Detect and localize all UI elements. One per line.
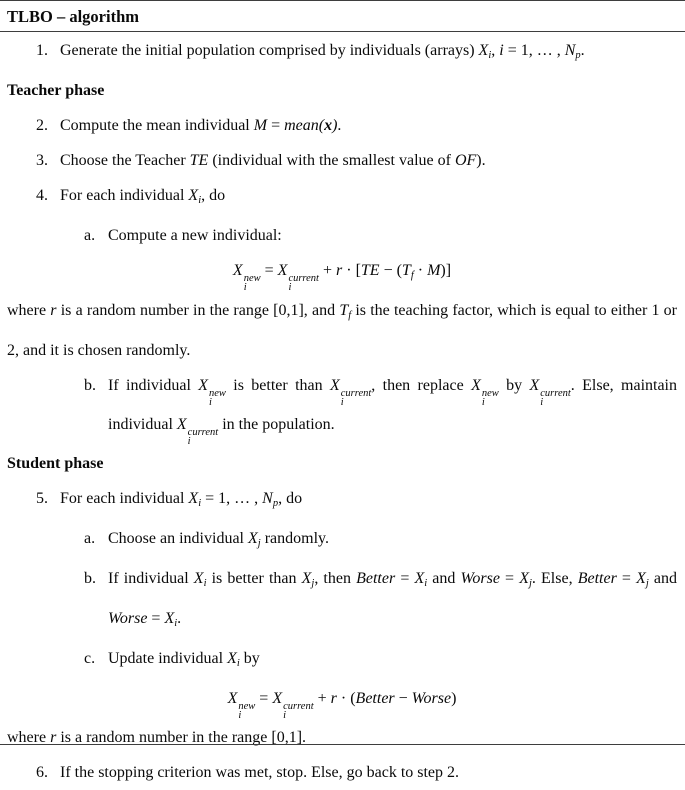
text-segment: . Else, — [531, 570, 578, 587]
text-segment: · — [413, 262, 428, 279]
step-4a-marker: a. — [84, 227, 96, 244]
superscript: current — [340, 388, 372, 399]
superscript: current — [283, 701, 314, 712]
text-segment: For each individual — [60, 187, 189, 204]
script-stack — [288, 274, 319, 292]
math-base: X — [188, 490, 199, 507]
step-5a-text — [108, 521, 677, 561]
text-segment: Choose the Teacher — [60, 152, 190, 169]
step-1-text — [60, 33, 677, 73]
text-segment: For each individual — [60, 490, 189, 507]
text-segment: Better — [356, 570, 396, 587]
script-stack — [283, 702, 314, 720]
math-symbol — [227, 650, 240, 667]
subscript: i — [424, 578, 428, 589]
text-segment: is better than — [225, 377, 330, 394]
subscript: i — [288, 282, 292, 293]
text-segment: by — [239, 650, 260, 667]
text-segment: − — [394, 690, 412, 707]
teacher-factor-note — [7, 293, 677, 368]
text-segment: r — [330, 690, 337, 707]
subscript: i — [540, 397, 544, 408]
step-3-marker: 3. — [36, 152, 48, 169]
script-stack — [540, 389, 571, 407]
step-4a — [7, 218, 677, 253]
math-symbol — [529, 377, 571, 408]
text-segment: where — [7, 302, 51, 319]
text-segment: If the stopping criterion was met, stop. Else, go back to step 2. — [60, 764, 460, 781]
step-4-text — [60, 178, 677, 218]
subscript: i — [203, 578, 207, 589]
subscript: i — [243, 282, 247, 293]
step-5-text — [60, 481, 677, 521]
step-5c-marker: c. — [84, 650, 96, 667]
step-6-text — [60, 755, 677, 790]
step-2-text — [60, 108, 677, 143]
text-segment: OF — [454, 152, 477, 169]
math-symbol — [248, 530, 261, 547]
superscript: new — [238, 701, 256, 712]
math-base: X — [636, 570, 646, 587]
math-symbol — [194, 570, 207, 587]
student-update-equation — [7, 681, 677, 720]
text-segment: Generate the initial population comprised by individuals (arrays) — [60, 42, 479, 59]
math-symbol — [414, 570, 427, 587]
text-segment: Update individual — [108, 650, 228, 667]
math-base: T — [401, 262, 411, 279]
step-6-marker: 6. — [36, 764, 48, 781]
math-symbol — [339, 302, 351, 319]
math-symbol — [176, 416, 219, 447]
subscript: i — [174, 618, 178, 629]
step-4b-marker: b. — [84, 377, 96, 394]
bottom-rule — [0, 744, 685, 745]
text-segment: (individual with the smallest value of — [208, 152, 455, 169]
math-base: X — [277, 262, 288, 279]
text-segment: )] — [440, 262, 452, 279]
subscript: j — [311, 578, 315, 589]
math-base: X — [329, 377, 340, 394]
math-base: X — [414, 570, 425, 587]
algorithm-body — [0, 32, 685, 790]
text-segment: If individual — [108, 570, 194, 587]
student-random-note — [7, 720, 677, 755]
math-symbol — [232, 262, 261, 293]
math-base: X — [247, 530, 258, 547]
text-segment: = — [255, 690, 273, 707]
text-segment: , then replace — [371, 377, 472, 394]
math-symbol — [262, 490, 278, 507]
math-base: X — [188, 187, 199, 204]
math-symbol — [329, 377, 372, 408]
math-symbol — [188, 187, 201, 204]
math-symbol — [519, 570, 532, 587]
text-segment: . — [177, 610, 182, 627]
text-segment: = — [395, 570, 415, 587]
text-segment: Better — [355, 690, 395, 707]
math-base: N — [564, 42, 576, 59]
text-segment: = 1, … , — [503, 42, 565, 59]
text-segment: = — [147, 610, 165, 627]
text-segment: Student phase — [7, 455, 104, 472]
text-segment: Better — [577, 570, 617, 587]
text-segment: M — [253, 117, 268, 134]
subscript: i — [198, 498, 202, 509]
step-1 — [7, 33, 677, 73]
algorithm-header — [0, 1, 685, 31]
text-segment: Worse — [108, 610, 148, 627]
math-base: X — [164, 610, 175, 627]
math-symbol — [479, 42, 492, 59]
subscript: i — [481, 397, 485, 408]
text-segment: · [ — [342, 262, 361, 279]
math-base: X — [301, 570, 312, 587]
step-2 — [7, 108, 677, 143]
text-segment: mean( — [284, 117, 325, 134]
subscript: i — [209, 397, 212, 408]
text-segment: = — [260, 262, 278, 279]
math-base: T — [339, 302, 349, 319]
math-base: X — [519, 570, 529, 587]
math-symbol — [198, 377, 226, 408]
text-segment: ) — [451, 690, 457, 707]
superscript: new — [243, 273, 261, 284]
math-symbol — [272, 690, 314, 721]
script-stack — [341, 389, 372, 407]
math-base: X — [272, 690, 283, 707]
subscript: j — [528, 578, 532, 589]
math-symbol — [471, 377, 499, 408]
text-segment: + — [318, 262, 336, 279]
subscript: j — [257, 538, 261, 549]
text-segment: is better than — [206, 570, 302, 587]
script-stack — [244, 274, 261, 292]
step-5b — [7, 561, 677, 641]
math-symbol — [302, 570, 315, 587]
text-segment: Worse — [460, 570, 500, 587]
superscript: current — [540, 388, 571, 399]
step-3 — [7, 143, 677, 178]
text-segment: , then — [314, 570, 357, 587]
script-stack — [209, 389, 226, 407]
step-4-marker: 4. — [36, 187, 48, 204]
math-symbol — [402, 262, 414, 279]
text-segment: , — [491, 42, 500, 59]
text-segment: i — [499, 42, 504, 59]
text-segment: Teacher phase — [7, 82, 105, 99]
text-segment: = — [499, 570, 520, 587]
text-segment: + — [313, 690, 331, 707]
math-base: X — [176, 416, 187, 433]
step-2-marker: 2. — [36, 117, 48, 134]
text-segment: , do — [278, 490, 303, 507]
text-segment: Worse — [411, 690, 452, 707]
math-symbol — [636, 570, 649, 587]
text-segment: Compute a new individual: — [108, 227, 282, 244]
superscript: current — [288, 273, 319, 284]
math-base: X — [198, 377, 209, 394]
math-symbol — [277, 262, 319, 293]
math-symbol — [164, 610, 177, 627]
superscript: current — [187, 427, 219, 438]
math-base: N — [262, 490, 273, 507]
math-base: X — [193, 570, 204, 587]
text-segment: randomly. — [260, 530, 329, 547]
text-segment: where — [7, 729, 51, 746]
step-3-text — [60, 143, 677, 178]
math-symbol — [227, 690, 256, 721]
superscript: new — [481, 388, 499, 399]
subscript: i — [238, 710, 242, 721]
text-segment: . Else, maintain individual — [108, 377, 678, 433]
text-segment: in the population. — [218, 416, 335, 433]
text-segment: Compute the mean individual — [60, 117, 254, 134]
math-base: X — [471, 377, 481, 394]
text-segment: ). — [476, 152, 486, 169]
text-segment: and — [427, 570, 461, 587]
math-base: X — [232, 262, 243, 279]
step-4 — [7, 178, 677, 218]
step-5-marker: 5. — [36, 490, 48, 507]
step-1-marker: 1. — [36, 42, 48, 59]
math-base: X — [529, 377, 540, 394]
text-segment: is the teaching factor, which is equal to either 1 or 2, and it is chosen randomly. — [7, 302, 677, 359]
step-4b — [7, 368, 677, 446]
subscript: f — [410, 270, 414, 281]
step-5b-text — [108, 561, 677, 641]
text-segment: r — [50, 302, 57, 319]
step-5b-marker: b. — [84, 570, 96, 587]
text-segment: , do — [201, 187, 226, 204]
teacher-update-equation — [7, 253, 677, 293]
math-base: X — [227, 650, 237, 667]
text-segment: · ( — [336, 690, 356, 707]
subscript: i — [488, 50, 492, 61]
step-5a-marker: a. — [84, 530, 96, 547]
script-stack — [238, 702, 255, 720]
subscript: j — [645, 578, 649, 589]
subscript: f — [348, 310, 352, 321]
step-4b-text — [108, 368, 677, 446]
text-segment: is a random number in the range [0,1]. — [56, 729, 307, 746]
text-segment: and — [648, 570, 677, 587]
step-5c-text — [108, 641, 677, 681]
subscript: i — [340, 397, 344, 408]
text-segment: by — [498, 377, 530, 394]
math-base: X — [227, 690, 238, 707]
script-stack — [482, 389, 499, 407]
text-segment: r — [336, 262, 343, 279]
text-segment: r — [50, 729, 57, 746]
text-segment: − ( — [379, 262, 402, 279]
text-segment: = 1, … , — [201, 490, 263, 507]
text-segment: Choose an individual — [108, 530, 248, 547]
text-segment: ) — [332, 117, 338, 134]
subscript: p — [575, 50, 581, 61]
superscript: new — [209, 388, 226, 399]
text-segment: TE — [360, 262, 380, 279]
script-stack — [188, 428, 219, 446]
subscript: i — [198, 195, 202, 206]
text-segment: . — [337, 117, 342, 134]
subscript: p — [272, 498, 279, 509]
text-segment: x — [324, 117, 333, 134]
step-6 — [7, 755, 677, 790]
student-phase-heading — [7, 446, 677, 481]
math-symbol — [565, 42, 581, 59]
subscript: i — [283, 710, 287, 721]
text-segment: = — [616, 570, 637, 587]
math-base: X — [478, 42, 489, 59]
math-symbol — [188, 490, 201, 507]
text-segment: . — [580, 42, 585, 59]
subscript: i — [236, 658, 240, 669]
subscript: i — [187, 436, 191, 447]
step-5 — [7, 481, 677, 521]
step-5c — [7, 641, 677, 681]
text-segment: TE — [189, 152, 209, 169]
text-segment: M — [427, 262, 441, 279]
text-segment: is a random number in the range [0,1], and — [56, 302, 340, 319]
teacher-phase-heading — [7, 73, 677, 108]
text-segment: If individual — [108, 377, 199, 394]
step-5a — [7, 521, 677, 561]
page-title: TLBO – algorithm — [7, 7, 140, 26]
step-4a-text — [108, 218, 677, 253]
text-segment: = — [267, 117, 285, 134]
